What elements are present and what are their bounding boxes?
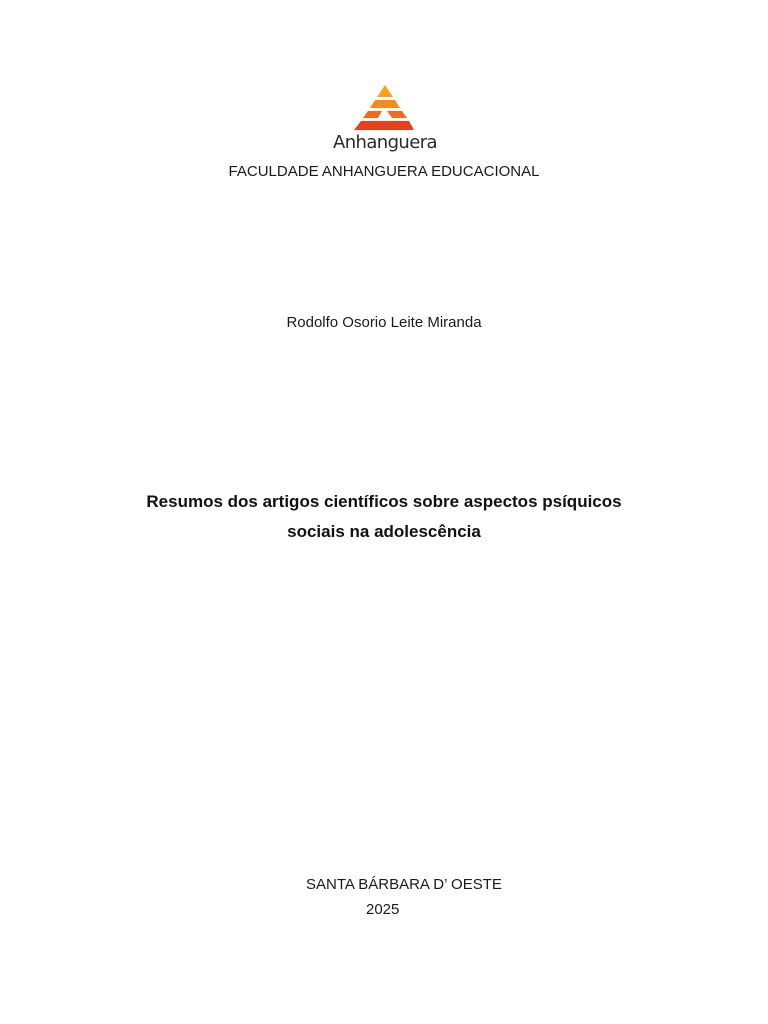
city-name: SANTA BÁRBARA D’ OESTE bbox=[306, 876, 502, 893]
title-line-2: sociais na adolescência bbox=[287, 522, 481, 541]
anhanguera-logo bbox=[330, 83, 440, 157]
title-line-1: Resumos dos artigos científicos sobre aspectos psíquicos bbox=[146, 492, 622, 511]
institution-name: FACULDADE ANHANGUERA EDUCACIONAL bbox=[228, 163, 540, 180]
document-title bbox=[100, 487, 668, 547]
triangle-logo-icon bbox=[330, 83, 440, 133]
author-name: Rodolfo Osorio Leite Miranda bbox=[286, 314, 482, 331]
year: 2025 bbox=[366, 901, 400, 918]
logo-wordmark: Anhanguera bbox=[333, 132, 437, 153]
